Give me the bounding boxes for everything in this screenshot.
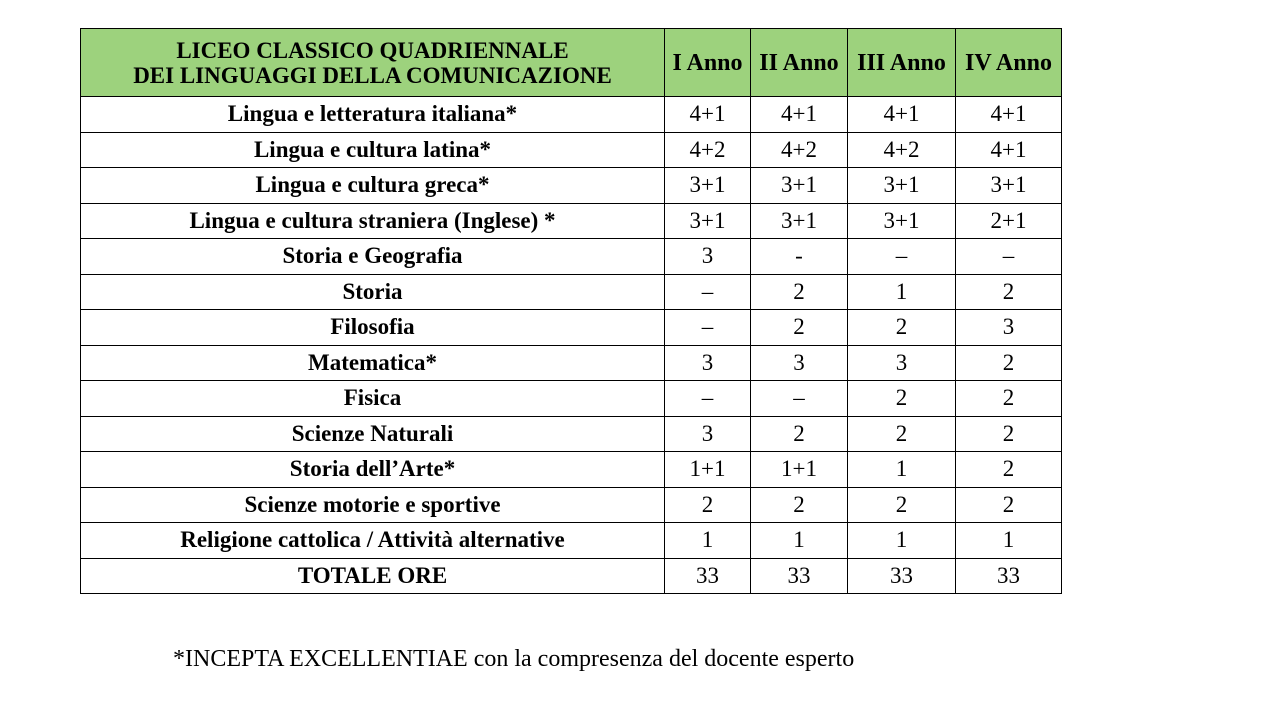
- footnote: *INCEPTA EXCELLENTIAE con la compresenza del docente esperto: [173, 646, 855, 672]
- hours-cell-year-1: 1+1: [665, 452, 751, 488]
- hours-cell-year-2: 1: [751, 523, 848, 559]
- hours-cell-year-1: 33: [665, 558, 751, 594]
- subject-cell: Lingua e cultura straniera (Inglese) *: [81, 203, 665, 239]
- hours-cell-year-2: 2: [751, 487, 848, 523]
- subject-cell: TOTALE ORE: [81, 558, 665, 594]
- hours-cell-year-3: 1: [848, 523, 956, 559]
- table-title: [81, 29, 665, 97]
- hours-cell-year-1: 3: [665, 416, 751, 452]
- table-row: [81, 558, 1062, 594]
- year-header-3: III Anno: [848, 29, 956, 97]
- table-row: [81, 203, 1062, 239]
- table-title-line-2: DEI LINGUAGGI DELLA COMUNICAZIONE: [133, 62, 612, 88]
- hours-cell-year-2: -: [751, 239, 848, 275]
- subject-cell: Storia e Geografia: [81, 239, 665, 275]
- subject-cell: Scienze motorie e sportive: [81, 487, 665, 523]
- hours-cell-year-1: –: [665, 274, 751, 310]
- hours-cell-year-2: 33: [751, 558, 848, 594]
- subject-cell: Scienze Naturali: [81, 416, 665, 452]
- year-header-2: II Anno: [751, 29, 848, 97]
- table-row: [81, 97, 1062, 133]
- hours-cell-year-3: 2: [848, 416, 956, 452]
- hours-cell-year-1: 3+1: [665, 203, 751, 239]
- table-row: [81, 239, 1062, 275]
- hours-cell-year-3: 4+2: [848, 132, 956, 168]
- hours-cell-year-4: 1: [956, 523, 1062, 559]
- hours-cell-year-2: 4+1: [751, 97, 848, 133]
- hours-cell-year-2: 2: [751, 310, 848, 346]
- subject-cell: Matematica*: [81, 345, 665, 381]
- hours-cell-year-4: 3+1: [956, 168, 1062, 204]
- hours-cell-year-1: –: [665, 310, 751, 346]
- table-row: [81, 523, 1062, 559]
- hours-cell-year-1: –: [665, 381, 751, 417]
- table-row: [81, 381, 1062, 417]
- table-row: [81, 416, 1062, 452]
- hours-cell-year-3: 1: [848, 452, 956, 488]
- hours-cell-year-4: 2: [956, 487, 1062, 523]
- subject-cell: Lingua e cultura latina*: [81, 132, 665, 168]
- hours-cell-year-2: 4+2: [751, 132, 848, 168]
- hours-cell-year-4: 4+1: [956, 132, 1062, 168]
- hours-cell-year-3: 1: [848, 274, 956, 310]
- table-header-row: [81, 29, 1062, 97]
- hours-cell-year-1: 4+2: [665, 132, 751, 168]
- hours-cell-year-2: 3: [751, 345, 848, 381]
- hours-cell-year-4: 3: [956, 310, 1062, 346]
- hours-cell-year-1: 1: [665, 523, 751, 559]
- hours-cell-year-2: 1+1: [751, 452, 848, 488]
- hours-cell-year-1: 3: [665, 345, 751, 381]
- hours-cell-year-3: 2: [848, 310, 956, 346]
- table-row: [81, 452, 1062, 488]
- subject-cell: Religione cattolica / Attività alternative: [81, 523, 665, 559]
- subject-cell: Lingua e letteratura italiana*: [81, 97, 665, 133]
- table-row: [81, 345, 1062, 381]
- table-title-line-1: LICEO CLASSICO QUADRIENNALE: [176, 37, 569, 63]
- hours-cell-year-3: 2: [848, 487, 956, 523]
- curriculum-table: [80, 28, 1062, 594]
- hours-cell-year-3: 3: [848, 345, 956, 381]
- hours-cell-year-4: 2: [956, 345, 1062, 381]
- hours-cell-year-1: 3+1: [665, 168, 751, 204]
- hours-cell-year-4: 2: [956, 274, 1062, 310]
- hours-cell-year-3: 2: [848, 381, 956, 417]
- hours-cell-year-3: 3+1: [848, 168, 956, 204]
- hours-cell-year-3: –: [848, 239, 956, 275]
- hours-cell-year-3: 3+1: [848, 203, 956, 239]
- hours-cell-year-2: 3+1: [751, 168, 848, 204]
- table-row: [81, 168, 1062, 204]
- hours-cell-year-2: –: [751, 381, 848, 417]
- hours-cell-year-4: 4+1: [956, 97, 1062, 133]
- hours-cell-year-1: 3: [665, 239, 751, 275]
- subject-cell: Filosofia: [81, 310, 665, 346]
- hours-cell-year-2: 3+1: [751, 203, 848, 239]
- hours-cell-year-4: 2: [956, 452, 1062, 488]
- table-row: [81, 487, 1062, 523]
- table-body: [81, 97, 1062, 594]
- hours-cell-year-4: 33: [956, 558, 1062, 594]
- hours-cell-year-4: 2: [956, 416, 1062, 452]
- year-header-4: IV Anno: [956, 29, 1062, 97]
- hours-cell-year-4: 2: [956, 381, 1062, 417]
- table-row: [81, 132, 1062, 168]
- subject-cell: Storia: [81, 274, 665, 310]
- hours-cell-year-2: 2: [751, 416, 848, 452]
- subject-cell: Fisica: [81, 381, 665, 417]
- year-header-1: I Anno: [665, 29, 751, 97]
- hours-cell-year-1: 4+1: [665, 97, 751, 133]
- hours-cell-year-4: 2+1: [956, 203, 1062, 239]
- hours-cell-year-4: –: [956, 239, 1062, 275]
- hours-cell-year-3: 4+1: [848, 97, 956, 133]
- subject-cell: Lingua e cultura greca*: [81, 168, 665, 204]
- table-row: [81, 274, 1062, 310]
- hours-cell-year-3: 33: [848, 558, 956, 594]
- hours-cell-year-1: 2: [665, 487, 751, 523]
- table-row: [81, 310, 1062, 346]
- subject-cell: Storia dell’Arte*: [81, 452, 665, 488]
- hours-cell-year-2: 2: [751, 274, 848, 310]
